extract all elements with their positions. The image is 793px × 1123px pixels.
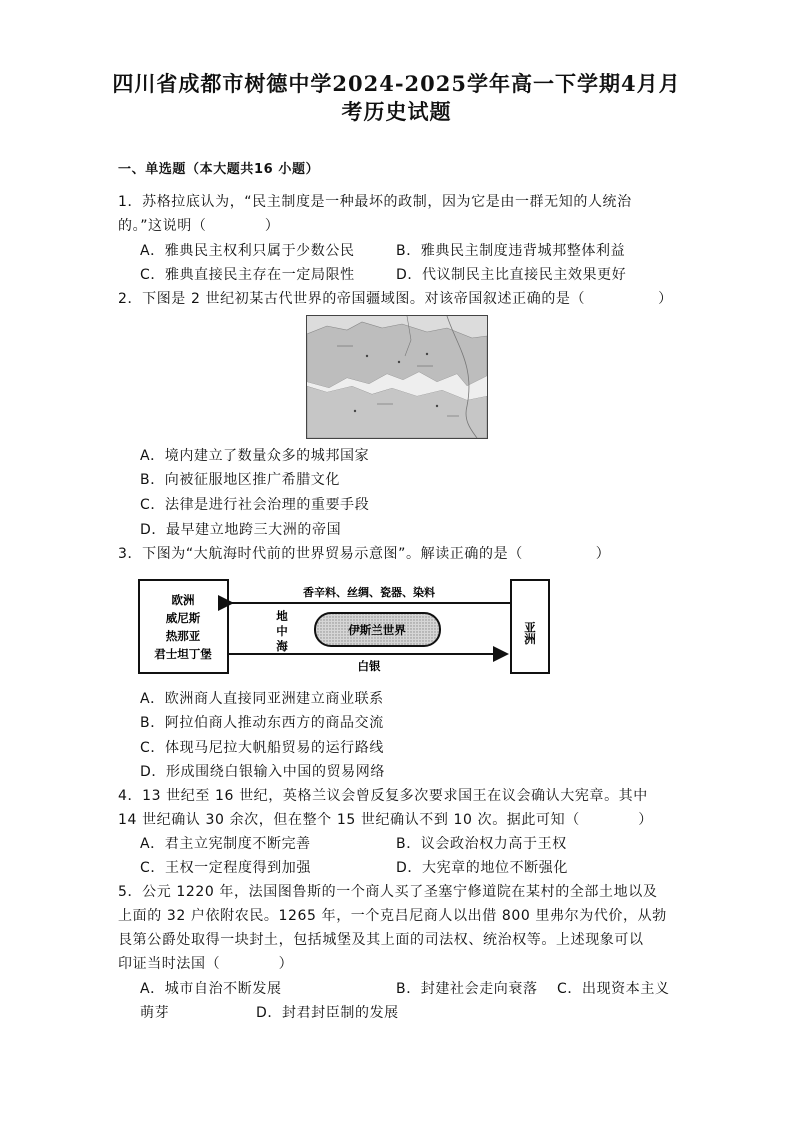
q2-stem: 2．下图是 2 世纪初某古代世界的帝国疆域图。对该帝国叙述正确的是（ ） — [118, 291, 673, 307]
q3-option-d: D．形成围绕白银输入中国的贸易网络 — [140, 764, 385, 780]
europe-label-1: 欧洲 — [171, 593, 195, 607]
section-heading: 一、单选题（本大题共16 小题） — [118, 162, 320, 177]
q3-option-c: C．体现马尼拉大帆船贸易的运行路线 — [140, 740, 384, 756]
q3-option-b: B．阿拉伯商人推动东西方的商品交流 — [140, 715, 384, 731]
q5-option-b: B．封建社会走向衰落 — [396, 981, 538, 997]
q1-option-b: B．雅典民主制度违背城邦整体利益 — [396, 243, 626, 259]
med-sea-label-2: 中 — [276, 624, 288, 638]
q1-stem: 1．苏格拉底认为，“民主制度是一种最坏的政制，因为它是由一群无知的人统治 — [118, 194, 632, 210]
q1-option-a: A．雅典民主权利只属于少数公民 — [140, 243, 355, 259]
q4-option-b: B．议会政治权力高于王权 — [396, 836, 567, 852]
q1-option-d: D．代议制民主比直接民主效果更好 — [396, 267, 627, 283]
q1-option-c: C．雅典直接民主存在一定局限性 — [140, 267, 355, 283]
page-title: 四川省成都市树德中学2024-2025学年高一下学期4月月 — [112, 71, 681, 96]
q2-option-c: C．法律是进行社会治理的重要手段 — [140, 497, 370, 513]
q2-option-d: D．最早建立地跨三大洲的帝国 — [140, 522, 342, 538]
page-title-line2: 考历史试题 — [341, 99, 452, 124]
q4-option-c: C．王权一定程度得到加强 — [140, 860, 311, 876]
q2-option-a: A．境内建立了数量众多的城邦国家 — [140, 448, 370, 464]
q4-option-a: A．君主立宪制度不断完善 — [140, 836, 311, 852]
q5-option-d: D．封君封臣制的发展 — [256, 1005, 399, 1021]
med-sea-label-3: 海 — [276, 639, 288, 653]
islamic-world-label: 伊斯兰世界 — [348, 623, 406, 637]
q5-stem: 5．公元 1220 年，法国图鲁斯的一个商人买了圣塞宁修道院在某村的全部土地以及 — [118, 884, 658, 900]
q4-stem-cont: 14 世纪确认 30 余次，但在整个 15 世纪确认不到 10 次。据此可知（ ） — [118, 812, 653, 828]
q3-option-a: A．欧洲商人直接同亚洲建立商业联系 — [140, 691, 384, 707]
europe-label-2: 威尼斯 — [165, 611, 201, 625]
empire-map-image — [306, 315, 488, 439]
q3-stem: 3．下图为“大航海时代前的世界贸易示意图”。解读正确的是（ ） — [118, 546, 611, 562]
q5-option-c-cont: 萌芽 — [140, 1005, 170, 1021]
trade-diagram-graphic — [134, 577, 622, 679]
med-sea-label-1: 地 — [276, 609, 288, 623]
asia-label: 亚洲 — [523, 621, 537, 645]
q5-option-a: A．城市自治不断发展 — [140, 981, 282, 997]
silver-label: 白银 — [357, 659, 381, 673]
q5-stem-cont-3: 印证当时法国（ ） — [118, 956, 294, 972]
q4-stem: 4．13 世纪至 16 世纪，英格兰议会曾反复多次要求国王在议会确认大宪章。其中 — [118, 788, 648, 804]
europe-label-4: 君士坦丁堡 — [154, 647, 212, 661]
q5-stem-cont-1: 上面的 32 户依附农民。1265 年，一个克吕尼商人以出借 800 里弗尔为代价，从勃 — [118, 908, 667, 924]
q4-option-d: D．大宪章的地位不断强化 — [396, 860, 568, 876]
q5-stem-cont-2: 艮第公爵处取得一块封土，包括城堡及其上面的司法权、统治权等。上述现象可以 — [118, 932, 644, 948]
trade-diagram — [134, 577, 622, 679]
europe-label-3: 热那亚 — [165, 629, 201, 643]
q2-option-b: B．向被征服地区推广希腊文化 — [140, 472, 341, 488]
q5-option-c: C．出现资本主义 — [557, 981, 670, 997]
q1-stem-cont: 的。”这说明（ ） — [118, 218, 280, 234]
goods-label: 香辛料、丝绸、瓷器、染料 — [303, 586, 435, 599]
empire-map-graphic — [307, 316, 487, 438]
